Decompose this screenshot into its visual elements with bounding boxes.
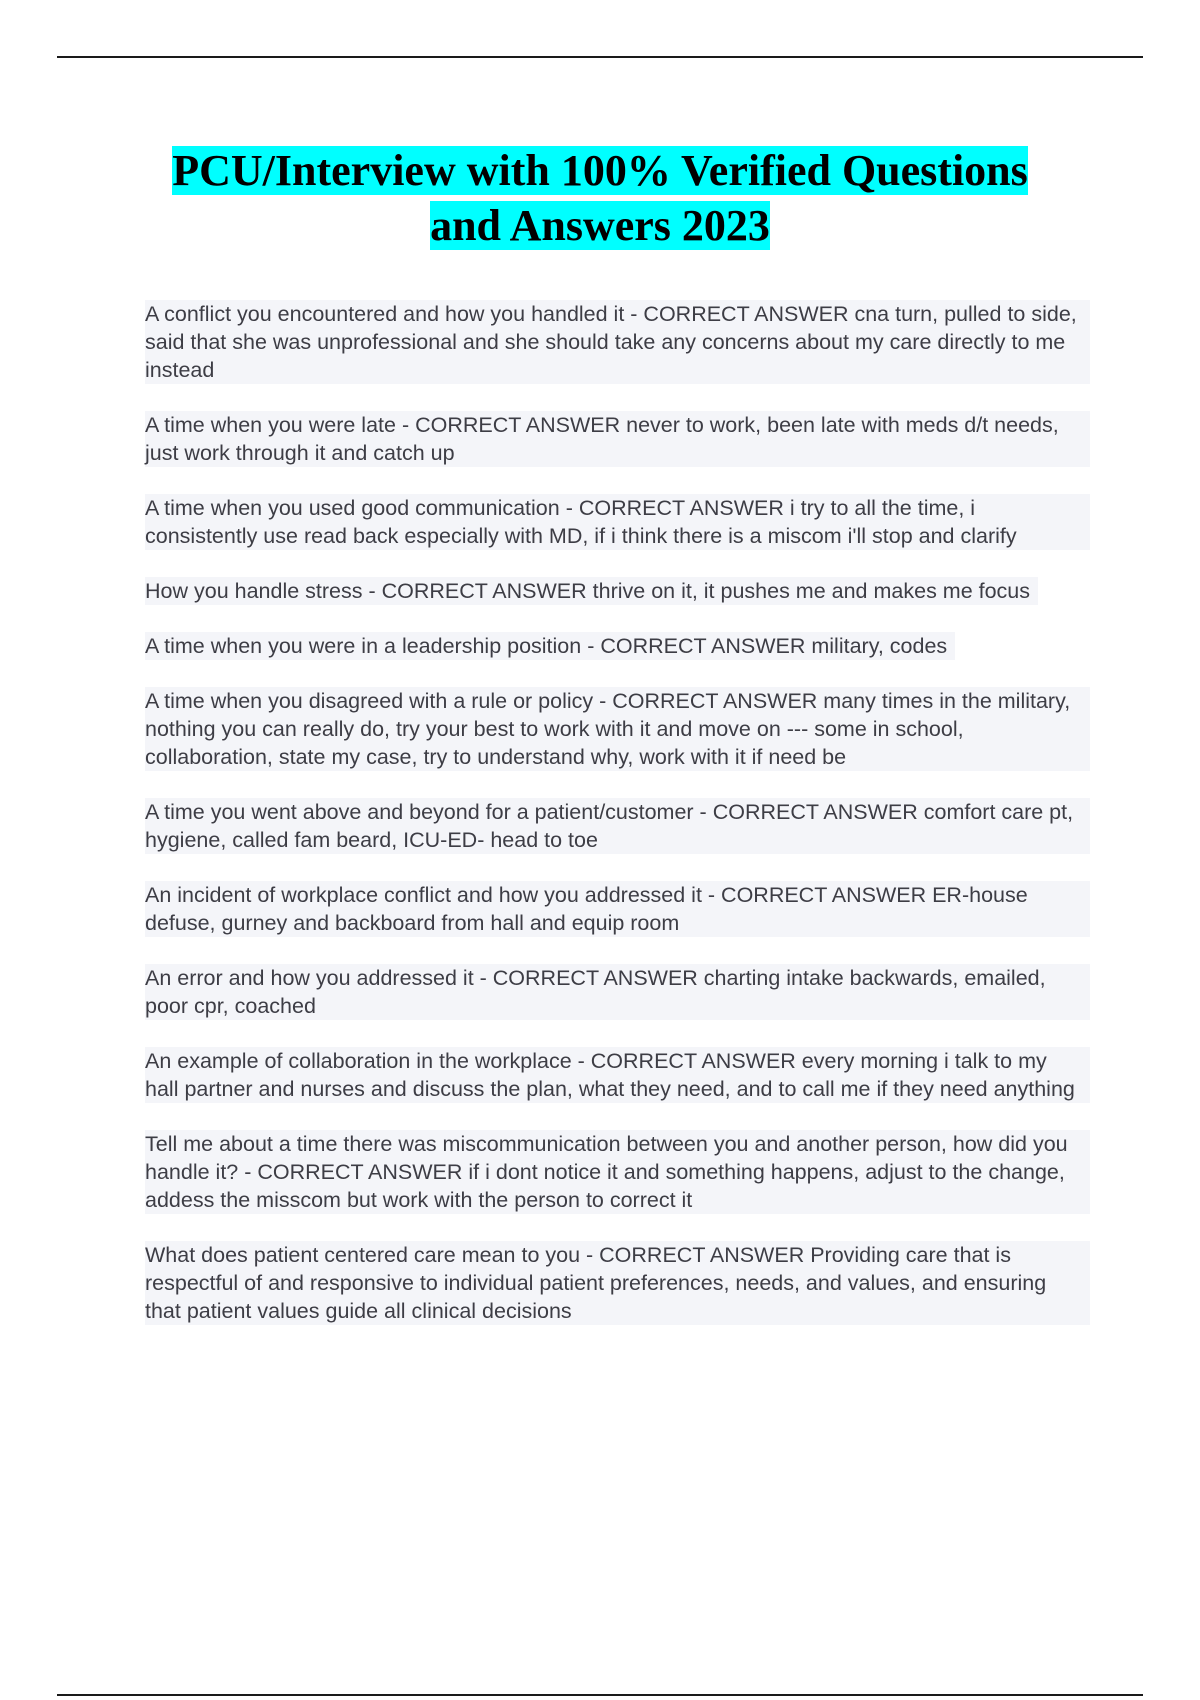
qa-item-late: A time when you were late - CORRECT ANSWER never to work, been late with meds d/t needs, just work through it and catch up (145, 411, 1090, 467)
document-title (60, 143, 1140, 253)
qa-item-communication: A time when you used good communication - CORRECT ANSWER i try to all the time, i consistently use read back especially with MD, if i think there is a miscom i'll stop and clarify (145, 494, 1090, 550)
qa-item-workplace-conflict: An incident of workplace conflict and how you addressed it - CORRECT ANSWER ER-house defuse, gurney and backboard from hall and equip room (145, 881, 1090, 937)
qa-item-miscommunication: Tell me about a time there was miscommunication between you and another person, how did you handle it? - CORRECT ANSWER if i dont notice it and something happens, adjust to the change, addess the misscom but work with the person to correct it (145, 1130, 1090, 1214)
qa-item-stress: How you handle stress - CORRECT ANSWER thrive on it, it pushes me and makes me focus (145, 577, 1038, 605)
qa-item-collaboration: An example of collaboration in the workplace - CORRECT ANSWER every morning i talk to my hall partner and nurses and discuss the plan, what they need, and to call me if they need anything (145, 1047, 1090, 1103)
qa-item-disagreed-policy: A time when you disagreed with a rule or policy - CORRECT ANSWER many times in the military, nothing you can really do, try your best to work with it and move on --- some in school, collaboration, state my case, try to understand why, work with it if need be (145, 687, 1090, 771)
qa-item-above-beyond: A time you went above and beyond for a patient/customer - CORRECT ANSWER comfort care pt, hygiene, called fam beard, ICU-ED- head to toe (145, 798, 1090, 854)
qa-item-error: An error and how you addressed it - CORRECT ANSWER charting intake backwards, emailed, poor cpr, coached (145, 964, 1090, 1020)
qa-list (145, 300, 1090, 1352)
title-line-1: PCU/Interview with 100% Verified Questions (172, 146, 1028, 195)
title-line-2: and Answers 2023 (430, 201, 770, 250)
qa-item-patient-centered-care: What does patient centered care mean to you - CORRECT ANSWER Providing care that is respectful of and responsive to individual patient preferences, needs, and values, and ensuring that patient values guide all clinical decisions (145, 1241, 1090, 1325)
qa-item-leadership: A time when you were in a leadership position - CORRECT ANSWER military, codes (145, 632, 955, 660)
qa-item-conflict: A conflict you encountered and how you handled it - CORRECT ANSWER cna turn, pulled to side, said that she was unprofessional and she should take any concerns about my care directly to me instead (145, 300, 1090, 384)
header-rule (57, 56, 1143, 58)
footer-rule (57, 1694, 1143, 1696)
